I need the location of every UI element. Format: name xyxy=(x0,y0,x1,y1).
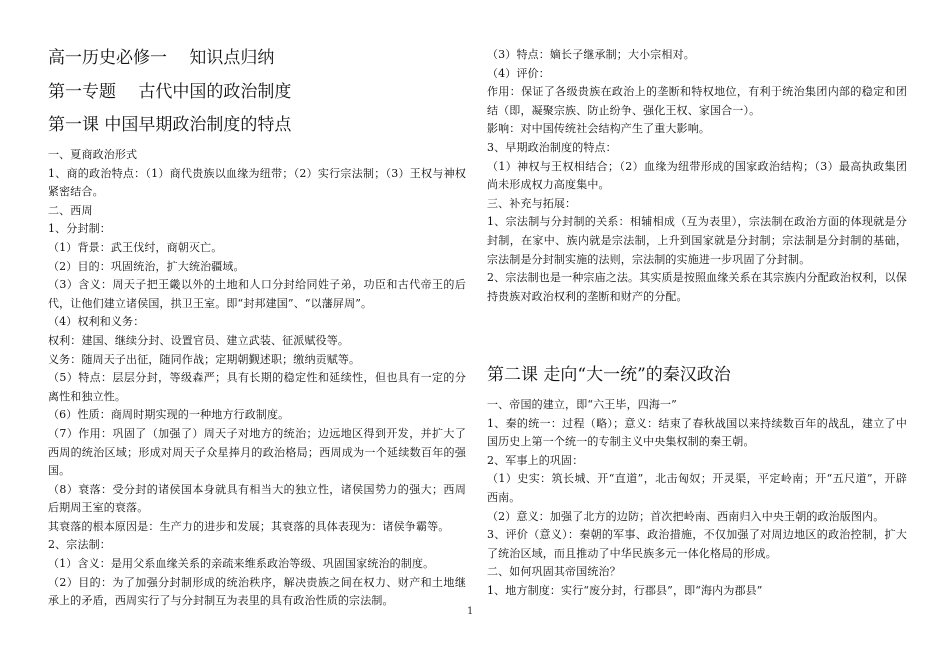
lesson-2-title: 第二课 走向“大一统”的秦汉政治 xyxy=(487,365,731,385)
text-line: 3、早期政治制度的特点： xyxy=(487,140,617,154)
text-line: （4）权利和义务： xyxy=(48,315,145,329)
text-line: 权利：建国、继续分封、设置官员、建立武装、征派赋役等。 xyxy=(48,333,350,347)
lesson-1-title: 第一课 中国早期政治制度的特点 xyxy=(48,115,292,135)
text-line: 1、商的政治特点：（1）商代贵族以血缘为纽带；（2）实行宗法制；（3）王权与神权紧密结合。 xyxy=(48,166,466,199)
text-line: 义务：随周天子出征，随同作战；定期朝觐述职；缴纳贡赋等。 xyxy=(48,352,361,366)
page-number: 1 xyxy=(467,606,474,617)
lesson-2-section xyxy=(487,364,907,601)
lesson-1-right-body xyxy=(487,46,907,306)
right-column xyxy=(487,46,907,306)
text-line: 影响：对中国传统社会结构产生了重大影响。 xyxy=(487,122,710,136)
text-line: （2）意义：加强了北方的边防；首次把岭南、西南归入中央王朝的政治版图内。 xyxy=(487,509,885,523)
document-title: 高一历史必修一 知识点归纳 xyxy=(48,48,275,68)
text-line: 1、地方制度：实行“废分封，行郡县”，即“海内为郡县” xyxy=(487,583,763,597)
text-line: 三、补充与拓展： xyxy=(487,196,577,210)
text-line: 2、宗法制也是一种宗庙之法。其实质是按照血缘关系在其宗族内分配政治权利，以保持贵族对政治权利的垄断和财产的分配。 xyxy=(487,271,907,303)
chapter-title: 第一专题 古代中国的政治制度 xyxy=(48,82,292,102)
text-line: 1、宗法制与分封制的关系：相辅相成（互为表里），宗法制在政治方面的体现就是分封制，在家中、族内就是宗法制，上升到国家就是分封制；宗法制是分封制的基础，宗法制是分封制实施的法则，宗法制的实施进一步巩固了分封制。 xyxy=(487,215,907,266)
text-line: 一、帝国的建立，即“六王毕，四海一” xyxy=(487,398,677,411)
lesson-1-left-body xyxy=(48,146,466,611)
text-line: 1、分封制： xyxy=(48,222,111,236)
text-line: 作用：保证了各级贵族在政治上的垄断和特权地位，有利于统治集团内部的稳定和团结（即，凝聚宗族、防止纷争、强化王权、家国合一）。 xyxy=(487,85,907,117)
text-line: （2）目的：为了加强分封制形成的统治秩序，解决贵族之间在权力、财产和土地继承上的矛盾，西周实行了与分封制互为表里的具有政治性质的宗法制。 xyxy=(48,575,466,608)
text-line: （1）神权与王权相结合；（2）血缘为纽带形成的国家政治结构；（3）最高执政集团尚未形成权力高度集中。 xyxy=(487,159,907,192)
text-line: 2、宗法制： xyxy=(48,538,111,552)
text-line: （1）史实：筑长城、开“直道”，北击匈奴；开灵渠，平定岭南；开“五尺道”，开辟西南。 xyxy=(487,472,907,504)
text-line: 一、夏商政治形式 xyxy=(48,148,138,161)
text-line: （2）目的：巩固统治，扩大统治疆域。 xyxy=(48,259,245,273)
text-line: 3、评价（意义）：秦朝的军事、政治措施，不仅加强了对周边地区的政治控制，扩大了统治区域，而且推动了中华民族多元一体化格局的形成。 xyxy=(487,528,907,560)
text-line: （7）作用：巩固了（加强了）周天子对地方的统治；边远地区得到开发，并扩大了西周的统治区域；形成对周天子众星捧月的政治格局；西周成为一个延续数百年的强国。 xyxy=(48,426,466,478)
text-line: （6）性质：商周时期实现的一种地方行政制度。 xyxy=(48,408,290,422)
text-line: （3）特点：嫡长子继承制；大小宗相对。 xyxy=(487,48,695,61)
text-line: 二、如何巩固其帝国统治？ xyxy=(487,565,621,579)
text-line: 二、西周 xyxy=(48,203,93,217)
text-line: （3）含义：周天子把王畿以外的土地和人口分封给同姓子弟，功臣和古代帝王的后代，让他们建立诸侯国，拱卫王室。即“封邦建国”、“以藩屏周”。 xyxy=(48,278,466,310)
text-line: （1）背景：武王伐纣，商朝灭亡。 xyxy=(48,240,223,254)
text-line: 其衰落的根本原因是：生产力的进步和发展；其衰落的具体表现为：诸侯争霸等。 xyxy=(48,519,450,533)
text-line: （8）衰落：受分封的诸侯国本身就具有相当大的独立性，诸侯国势力的强大；西周后期周王室的衰落。 xyxy=(48,482,466,515)
left-column xyxy=(48,47,466,611)
lesson-2-body xyxy=(487,396,907,601)
text-line: 2、军事上的巩固： xyxy=(487,453,584,467)
text-line: （5）特点：层层分封，等级森严；具有长期的稳定性和延续性，但也具有一定的分离性和独立性。 xyxy=(48,371,466,403)
text-line: 1、秦的统一：过程（略）；意义：结束了春秋战国以来持续数百年的战乱，建立了中国历史上第一个统一的专制主义中央集权制的秦王朝。 xyxy=(487,416,907,449)
text-line: （4）评价： xyxy=(487,66,550,80)
text-line: （1）含义：是用父系血缘关系的亲疏来维系政治等级、巩固国家统治的制度。 xyxy=(48,557,435,571)
